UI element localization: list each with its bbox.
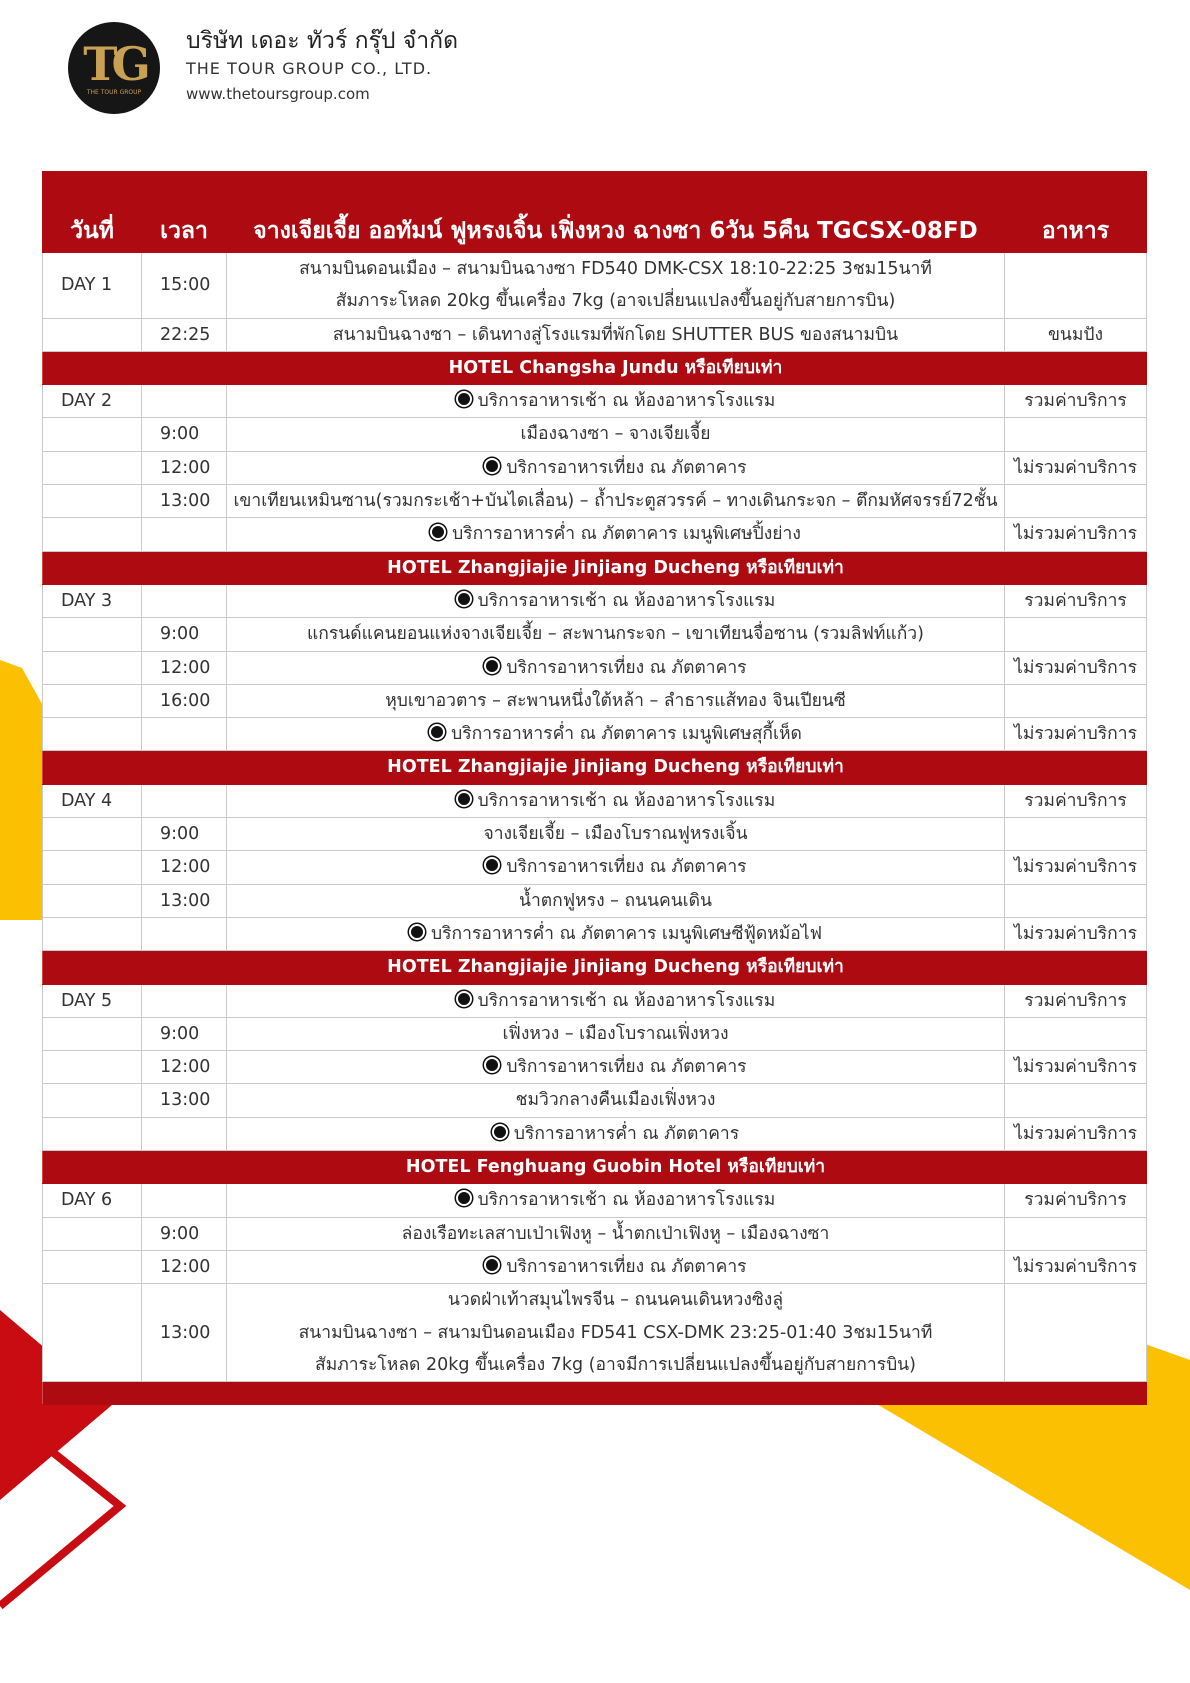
schedule-row <box>43 1084 1147 1117</box>
dish-icon <box>409 924 425 940</box>
activity-cell <box>227 418 1005 451</box>
day-label <box>43 884 142 917</box>
activity-text: บริการอาหารเที่ยง ณ ภัตตาคาร <box>506 657 747 678</box>
time-label: 22:25 <box>142 318 227 351</box>
meal-status <box>1005 1217 1147 1250</box>
hotel-row <box>43 751 1147 784</box>
activity-text: บริการอาหารเช้า ณ ห้องอาหารโรงแรม <box>477 990 776 1011</box>
activity-text: บริการอาหารเช้า ณ ห้องอาหารโรงแรม <box>477 391 776 412</box>
time-label: 9:00 <box>142 418 227 451</box>
dish-icon <box>492 1124 508 1140</box>
header-time: เวลา <box>142 172 227 253</box>
time-label <box>142 1117 227 1150</box>
header-program-title: จางเจียเจี้ย ออทัมน์ ฟูหรงเจิ้น เฟิ่งหวง ฉางซา 6วัน 5คืน TGCSX-08FD <box>227 172 1005 253</box>
hotel-name: HOTEL Zhangjiajie Jinjiang Ducheng หรือเทียบเท่า <box>227 951 1005 984</box>
day-label: DAY 5 <box>43 984 142 1017</box>
activity-cell <box>227 784 1005 817</box>
activity-text: บริการอาหารเช้า ณ ห้องอาหารโรงแรม <box>477 1190 776 1211</box>
activity-cell <box>227 584 1005 617</box>
schedule-row <box>43 1117 1147 1150</box>
activity-cell <box>227 1051 1005 1084</box>
activity-cell <box>227 884 1005 917</box>
itinerary-table <box>42 171 1147 1405</box>
company-website: www.thetoursgroup.com <box>186 85 370 103</box>
schedule-row <box>43 984 1147 1017</box>
time-label <box>142 984 227 1017</box>
activity-text: สนามบินฉางซา – เดินทางสู่โรงแรมที่พักโดย SHUTTER BUS ของสนามบิน <box>332 324 899 345</box>
schedule-row <box>43 1284 1147 1382</box>
day-label <box>43 318 142 351</box>
time-label <box>142 518 227 551</box>
day-label <box>43 651 142 684</box>
hotel-name: HOTEL Changsha Jundu หรือเทียบเท่า <box>227 351 1005 384</box>
activity-text: สัมภาระโหลด 20kg ขึ้นเครื่อง 7kg (อาจมีการเปลี่ยนแปลงขึ้นอยู่กับสายการบิน) <box>315 1354 916 1375</box>
schedule-row <box>43 418 1147 451</box>
dish-icon <box>456 791 472 807</box>
meal-status: ไม่รวมค่าบริการ <box>1005 851 1147 884</box>
dish-icon <box>456 991 472 1007</box>
meal-status: ไม่รวมค่าบริการ <box>1005 1250 1147 1283</box>
activity-cell <box>227 1017 1005 1050</box>
dish-icon <box>484 1257 500 1273</box>
schedule-row <box>43 1017 1147 1050</box>
dish-icon <box>484 857 500 873</box>
meal-status: ไม่รวมค่าบริการ <box>1005 651 1147 684</box>
time-label: 15:00 <box>142 253 227 319</box>
schedule-row <box>43 1217 1147 1250</box>
day-label <box>43 851 142 884</box>
activity-cell <box>227 1217 1005 1250</box>
activity-cell <box>227 684 1005 717</box>
time-label: 13:00 <box>142 1284 227 1382</box>
day-label <box>43 1217 142 1250</box>
dish-icon <box>430 524 446 540</box>
table-footer-bar <box>43 1382 1147 1405</box>
schedule-row <box>43 584 1147 617</box>
activity-text: บริการอาหารเที่ยง ณ ภัตตาคาร <box>506 457 747 478</box>
schedule-row <box>43 718 1147 751</box>
day-label <box>43 818 142 851</box>
time-label <box>142 385 227 418</box>
hotel-name: HOTEL Zhangjiajie Jinjiang Ducheng หรือเทียบเท่า <box>227 551 1005 584</box>
meal-status <box>1005 818 1147 851</box>
time-label: 9:00 <box>142 618 227 651</box>
activity-cell <box>227 518 1005 551</box>
activity-cell <box>227 451 1005 484</box>
meal-status <box>1005 1084 1147 1117</box>
meal-status <box>1005 418 1147 451</box>
day-label <box>43 1084 142 1117</box>
time-label: 12:00 <box>142 1250 227 1283</box>
hotel-name: HOTEL Zhangjiajie Jinjiang Ducheng หรือเทียบเท่า <box>227 751 1005 784</box>
schedule-row <box>43 1250 1147 1283</box>
day-label <box>43 518 142 551</box>
meal-status <box>1005 884 1147 917</box>
activity-cell <box>227 1250 1005 1283</box>
time-label <box>142 784 227 817</box>
day-label <box>43 917 142 950</box>
schedule-row <box>43 784 1147 817</box>
schedule-row <box>43 818 1147 851</box>
activity-cell <box>227 984 1005 1017</box>
itinerary-body <box>43 253 1147 1382</box>
schedule-row <box>43 884 1147 917</box>
meal-status: ไม่รวมค่าบริการ <box>1005 917 1147 950</box>
company-name-english: THE TOUR GROUP CO., LTD. <box>186 59 433 78</box>
day-label <box>43 418 142 451</box>
activity-cell <box>227 1084 1005 1117</box>
dish-icon <box>456 391 472 407</box>
activity-text: บริการอาหารค่ำ ณ ภัตตาคาร เมนูพิเศษซีฟู้ดหม้อไฟ <box>431 923 822 944</box>
meal-status: ขนมปัง <box>1005 318 1147 351</box>
meal-status <box>1005 1017 1147 1050</box>
meal-status: รวมค่าบริการ <box>1005 984 1147 1017</box>
dish-icon <box>484 1057 500 1073</box>
schedule-row <box>43 618 1147 651</box>
logo-subtext: THE TOUR GROUP <box>86 88 142 96</box>
day-label: DAY 2 <box>43 385 142 418</box>
time-label: 12:00 <box>142 1051 227 1084</box>
meal-status <box>1005 684 1147 717</box>
schedule-row <box>43 1184 1147 1217</box>
day-label: DAY 4 <box>43 784 142 817</box>
meal-status <box>1005 1284 1147 1382</box>
schedule-row <box>43 385 1147 418</box>
activity-cell <box>227 385 1005 418</box>
activity-text: บริการอาหารค่ำ ณ ภัตตาคาร เมนูพิเศษสุกี้เห็ด <box>451 724 802 745</box>
activity-text: บริการอาหารเที่ยง ณ ภัตตาคาร <box>506 1057 747 1078</box>
dish-icon <box>484 458 500 474</box>
activity-cell <box>227 1284 1005 1382</box>
time-label: 12:00 <box>142 451 227 484</box>
time-label <box>142 1184 227 1217</box>
activity-cell <box>227 618 1005 651</box>
day-label <box>43 1117 142 1150</box>
time-label <box>142 917 227 950</box>
header-day: วันที่ <box>43 172 142 253</box>
schedule-row <box>43 253 1147 319</box>
day-label: DAY 6 <box>43 1184 142 1217</box>
meal-status <box>1005 618 1147 651</box>
meal-status: รวมค่าบริการ <box>1005 385 1147 418</box>
hotel-name: HOTEL Fenghuang Guobin Hotel หรือเทียบเท่า <box>227 1151 1005 1184</box>
meal-status: ไม่รวมค่าบริการ <box>1005 451 1147 484</box>
activity-text: บริการอาหารเช้า ณ ห้องอาหารโรงแรม <box>477 790 776 811</box>
day-label: DAY 3 <box>43 584 142 617</box>
time-label: 13:00 <box>142 1084 227 1117</box>
activity-text: บริการอาหารเที่ยง ณ ภัตตาคาร <box>506 857 747 878</box>
meal-status: ไม่รวมค่าบริการ <box>1005 718 1147 751</box>
schedule-row <box>43 684 1147 717</box>
header-meal: อาหาร <box>1005 172 1147 253</box>
dish-icon <box>484 658 500 674</box>
activity-text: สนามบินดอนเมือง – สนามบินฉางซา FD540 DMK-CSX 18:10-22:25 3ชม15นาที <box>299 259 932 279</box>
activity-text: สนามบินฉางซา – สนามบินดอนเมือง FD541 CSX-DMK 23:25-01:40 3ชม15นาที <box>298 1322 933 1343</box>
hotel-row <box>43 351 1147 384</box>
day-label <box>43 1051 142 1084</box>
activity-text: เฟิ่งหวง – เมืองโบราณเฟิ่งหวง <box>502 1023 729 1044</box>
meal-status: ไม่รวมค่าบริการ <box>1005 1117 1147 1150</box>
activity-cell <box>227 851 1005 884</box>
meal-status <box>1005 485 1147 518</box>
activity-text: บริการอาหารเที่ยง ณ ภัตตาคาร <box>506 1256 747 1277</box>
hotel-row <box>43 951 1147 984</box>
day-label <box>43 684 142 717</box>
logo-monogram: TG <box>83 36 145 91</box>
day-label <box>43 1017 142 1050</box>
meal-status: ไม่รวมค่าบริการ <box>1005 518 1147 551</box>
activity-text: ล่องเรือทะเลสาบเป่าเฟิงหู – น้ำตกเป่าเฟิงหู – เมืองฉางซา <box>401 1223 830 1244</box>
schedule-row <box>43 451 1147 484</box>
schedule-row <box>43 518 1147 551</box>
activity-text: บริการอาหารค่ำ ณ ภัตตาคาร เมนูพิเศษปิ้งย่าง <box>452 524 801 545</box>
activity-text: ชมวิวกลางคืนเมืองเฟิ่งหวง <box>515 1090 716 1111</box>
activity-text: จางเจียเจี้ย – เมืองโบราณฟูหรงเจิ้น <box>483 824 748 845</box>
day-label <box>43 1250 142 1283</box>
dish-icon <box>456 591 472 607</box>
time-label: 12:00 <box>142 851 227 884</box>
activity-cell <box>227 253 1005 319</box>
company-logo <box>68 22 160 114</box>
day-label <box>43 618 142 651</box>
hotel-row <box>43 551 1147 584</box>
meal-status: ไม่รวมค่าบริการ <box>1005 1051 1147 1084</box>
activity-cell <box>227 1117 1005 1150</box>
activity-text: สัมภาระโหลด 20kg ขึ้นเครื่อง 7kg (อาจเปลี่ยนแปลงขึ้นอยู่กับสายการบิน) <box>335 291 896 312</box>
activity-text: เขาเทียนเหมินซาน(รวมกระเช้า+บันไดเลื่อน) – ถ้ำประตูสวรรค์ – ทางเดินกระจก – ตึกมหัศจรรย์72ชั้น <box>233 491 998 512</box>
activity-cell <box>227 318 1005 351</box>
activity-text: บริการอาหารเช้า ณ ห้องอาหารโรงแรม <box>477 590 776 611</box>
day-label <box>43 451 142 484</box>
day-label <box>43 485 142 518</box>
table-header-row <box>43 172 1147 253</box>
day-label <box>43 1284 142 1382</box>
schedule-row <box>43 651 1147 684</box>
schedule-row <box>43 485 1147 518</box>
activity-cell <box>227 917 1005 950</box>
dish-icon <box>456 1190 472 1206</box>
activity-cell <box>227 718 1005 751</box>
day-label <box>43 718 142 751</box>
activity-cell <box>227 485 1005 518</box>
company-name-thai: บริษัท เดอะ ทัวร์ กรุ๊ป จำกัด <box>186 28 459 54</box>
schedule-row <box>43 1051 1147 1084</box>
time-label: 12:00 <box>142 651 227 684</box>
meal-status: รวมค่าบริการ <box>1005 584 1147 617</box>
time-label: 13:00 <box>142 485 227 518</box>
time-label: 9:00 <box>142 1217 227 1250</box>
meal-status <box>1005 253 1147 319</box>
activity-text: หุบเขาอวตาร – สะพานหนึ่งใต้หล้า – ลำธารแส้ทอง จินเปียนซี <box>385 690 846 711</box>
time-label <box>142 584 227 617</box>
activity-text: น้ำตกฟูหรง – ถนนคนเดิน <box>519 890 712 911</box>
schedule-row <box>43 917 1147 950</box>
time-label: 9:00 <box>142 818 227 851</box>
activity-cell <box>227 651 1005 684</box>
meal-status: รวมค่าบริการ <box>1005 1184 1147 1217</box>
schedule-row <box>43 851 1147 884</box>
activity-cell <box>227 818 1005 851</box>
activity-text: บริการอาหารค่ำ ณ ภัตตาคาร <box>513 1123 740 1144</box>
activity-text: แกรนด์แคนยอนแห่งจางเจียเจี้ย – สะพานกระจก – เขาเทียนจื่อซาน (รวมลิฟท์แก้ว) <box>307 624 924 645</box>
dish-icon <box>429 724 445 740</box>
time-label: 16:00 <box>142 684 227 717</box>
time-label: 13:00 <box>142 884 227 917</box>
schedule-row <box>43 318 1147 351</box>
activity-cell <box>227 1184 1005 1217</box>
activity-text: เมืองฉางซา – จางเจียเจี้ย <box>520 424 711 445</box>
hotel-row <box>43 1151 1147 1184</box>
time-label: 9:00 <box>142 1017 227 1050</box>
time-label <box>142 718 227 751</box>
day-label: DAY 1 <box>43 253 142 319</box>
meal-status: รวมค่าบริการ <box>1005 784 1147 817</box>
activity-text: นวดฝ่าเท้าสมุนไพรจีน – ถนนคนเดินหวงซิงลู่ <box>447 1290 784 1311</box>
